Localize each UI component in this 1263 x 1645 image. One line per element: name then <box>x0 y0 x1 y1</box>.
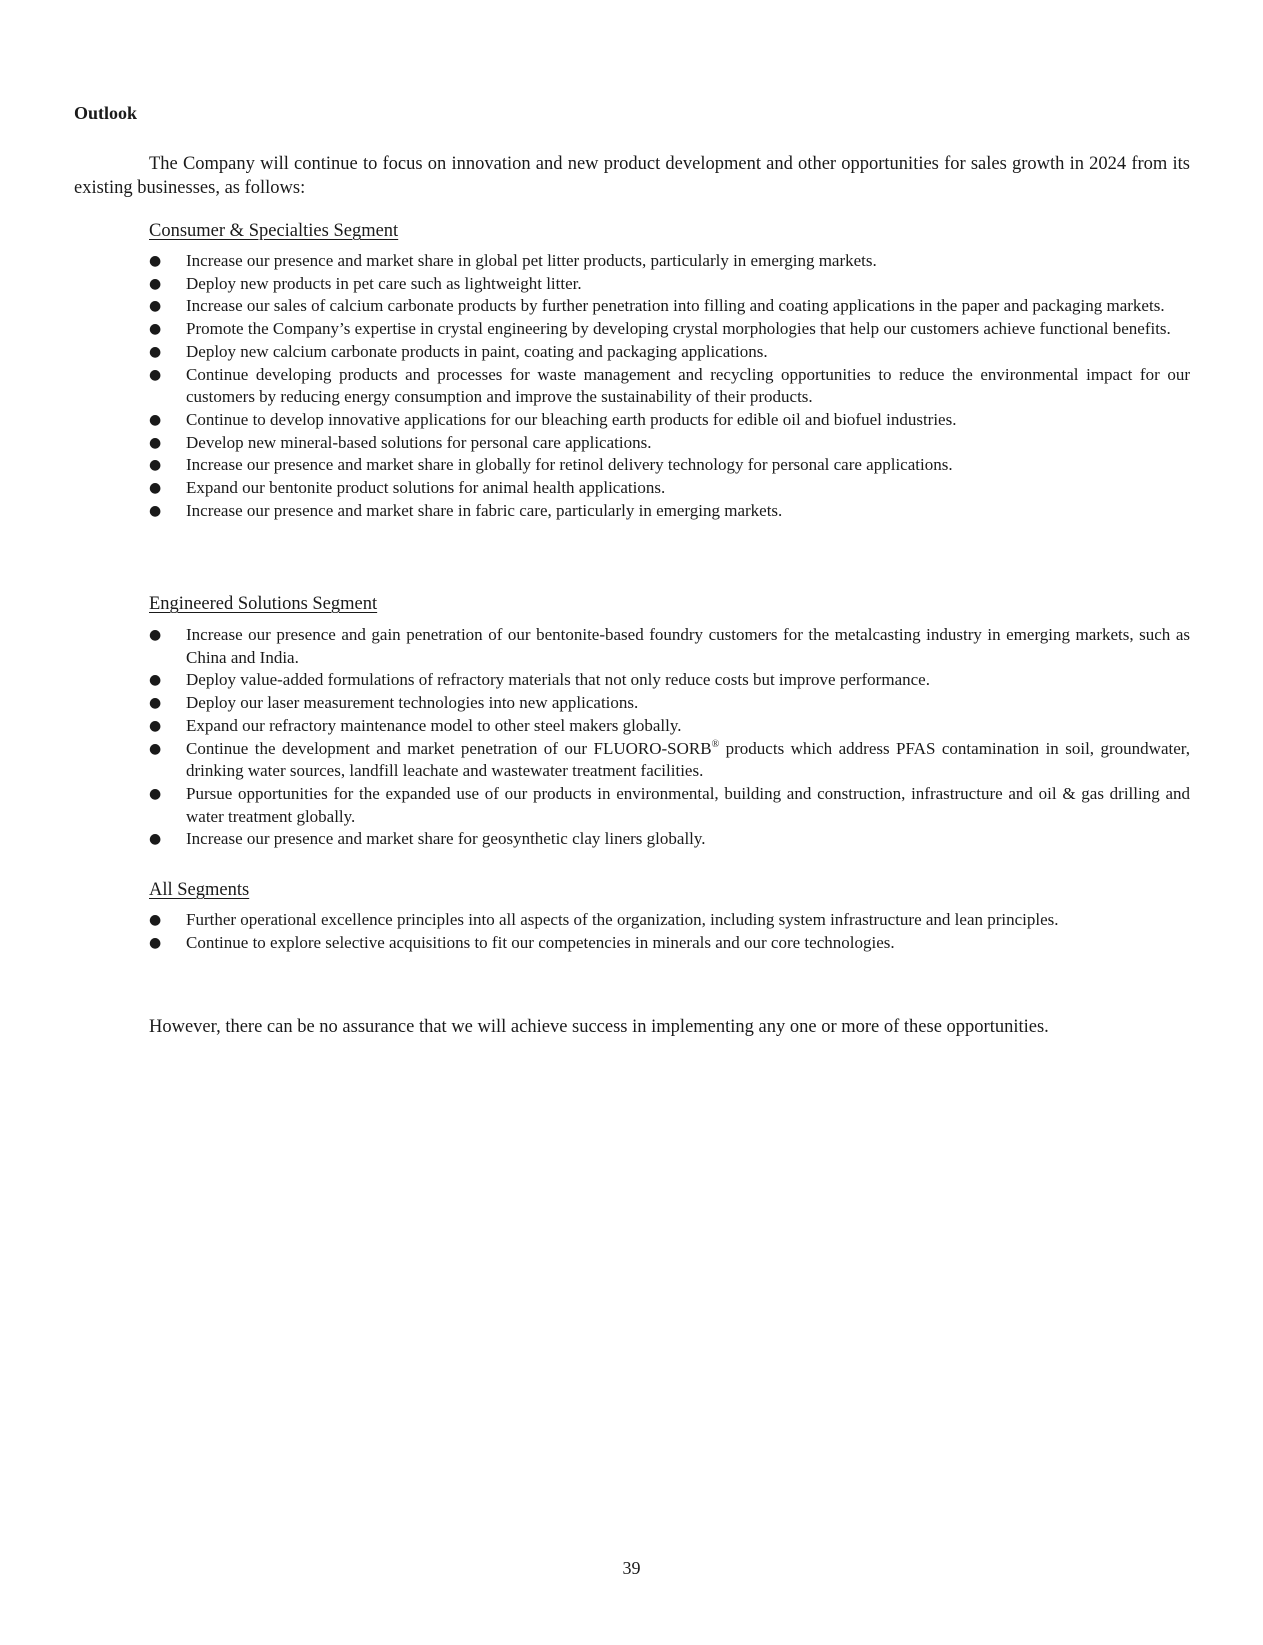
list-item <box>149 409 1190 432</box>
list-item <box>149 477 1190 500</box>
list-item-text: Increase our sales of calcium carbonate products by further penetration into filling and coating applications in the paper and packaging markets. <box>186 296 1165 316</box>
list-item <box>149 273 1190 296</box>
all-segments-title: All Segments <box>149 880 250 900</box>
bullet-icon: ● <box>149 717 162 734</box>
bullet-icon: ● <box>149 672 162 689</box>
list-item <box>149 669 1190 692</box>
engineered-segment-title: Engineered Solutions Segment <box>149 594 378 614</box>
bullet-icon: ● <box>149 366 162 383</box>
list-item <box>149 932 1190 955</box>
bullet-icon: ● <box>149 253 162 269</box>
bullet-icon: ● <box>149 740 162 757</box>
list-item <box>149 364 1190 409</box>
list-item-text: Continue to explore selective acquisitions to fit our competencies in minerals and our core technologies. <box>186 932 895 952</box>
bullet-icon: ● <box>149 480 162 497</box>
list-item-text: Expand our bentonite product solutions for animal health applications. <box>186 478 666 498</box>
list-item <box>149 454 1190 477</box>
section-heading: Outlook <box>74 103 138 123</box>
list-item <box>149 909 1190 932</box>
list-item <box>149 250 1190 273</box>
list-item-text: Expand our refractory maintenance model to other steel makers globally. <box>186 715 682 735</box>
list-item <box>149 624 1190 669</box>
list-item-text: Deploy value-added formulations of refractory materials that not only reduce costs but improve performance. <box>186 670 930 690</box>
list-item-text: Deploy new products in pet care such as lightweight litter. <box>186 273 582 293</box>
bullet-icon: ● <box>149 502 162 519</box>
list-item <box>149 738 1190 783</box>
bullet-icon: ● <box>149 457 162 474</box>
bullet-icon: ● <box>149 321 162 338</box>
bullet-icon: ● <box>149 411 162 428</box>
bullet-icon: ● <box>149 912 162 928</box>
list-item-text: Pursue opportunities for the expanded use of our products in environmental, building and construction, infrastructure and oil & gas drilling and water treatment globally. <box>186 783 1190 826</box>
list-item-text: Increase our presence and market share in globally for retinol delivery technology for personal care applications. <box>186 455 953 475</box>
list-item <box>149 432 1190 455</box>
bullet-icon: ● <box>149 275 162 292</box>
list-item <box>149 783 1190 828</box>
list-item-text: Increase our presence and market share in fabric care, particularly in emerging markets. <box>186 500 783 520</box>
fluoro-sorb-item-text: Continue the development and market penetration of our FLUORO-SORB® products which address PFAS contamination in soil, groundwater, drinking water sources, landfill leachate and wastewater treatment facilities. <box>186 738 1190 781</box>
bullet-icon: ● <box>149 695 162 712</box>
bullet-icon: ● <box>149 627 162 643</box>
bullet-icon: ● <box>149 298 162 315</box>
closing-paragraph: However, there can be no assurance that we will achieve success in implementing any one or more of these opportunities. <box>149 1017 1049 1037</box>
list-item-text: Promote the Company’s expertise in crystal engineering by developing crystal morphologies that help our customers achieve functional benefits. <box>186 319 1171 339</box>
bullet-icon: ● <box>149 343 162 360</box>
page-number: 39 <box>622 1558 641 1578</box>
list-item-text: Continue developing products and processes for waste management and recycling opportunities to reduce the environmental impact for our customers by reducing energy consumption and improve the sustainability of their products. <box>186 364 1190 407</box>
list-item-text: Further operational excellence principles into all aspects of the organization, including system infrastructure and lean principles. <box>186 910 1059 929</box>
consumer-segment-list <box>149 250 1190 522</box>
list-item <box>149 318 1190 341</box>
list-item <box>149 341 1190 364</box>
bullet-icon: ● <box>149 785 162 802</box>
list-item-text: Continue to develop innovative applications for our bleaching earth products for edible oil and biofuel industries. <box>186 409 957 429</box>
list-item-text: Increase our presence and market share for geosynthetic clay liners globally. <box>186 829 706 849</box>
list-item <box>149 500 1190 523</box>
list-item <box>149 715 1190 738</box>
bullet-icon: ● <box>149 434 162 451</box>
list-item-text: Increase our presence and market share in global pet litter products, particularly in emerging markets. <box>186 251 877 270</box>
list-item <box>149 828 1190 851</box>
bullet-icon: ● <box>149 934 162 951</box>
intro-paragraph: The Company will continue to focus on innovation and new product development and other opportunities for sales growth in 2024 from its existing businesses, as follows: <box>74 154 1190 198</box>
engineered-segment-list <box>149 624 1190 851</box>
list-item <box>149 692 1190 715</box>
consumer-segment-title: Consumer & Specialties Segment <box>149 221 399 241</box>
registered-mark: ® <box>711 738 720 750</box>
list-item <box>149 295 1190 318</box>
all-segments-list <box>149 909 1190 954</box>
list-item-text: Develop new mineral-based solutions for personal care applications. <box>186 432 652 452</box>
bullet-icon: ● <box>149 831 162 848</box>
list-item-text: Deploy our laser measurement technologies into new applications. <box>186 693 639 713</box>
list-item-text: Increase our presence and gain penetration of our bentonite-based foundry customers for the metalcasting industry in emerging markets, such as China and India. <box>186 625 1190 667</box>
list-item-text: Deploy new calcium carbonate products in paint, coating and packaging applications. <box>186 341 768 361</box>
